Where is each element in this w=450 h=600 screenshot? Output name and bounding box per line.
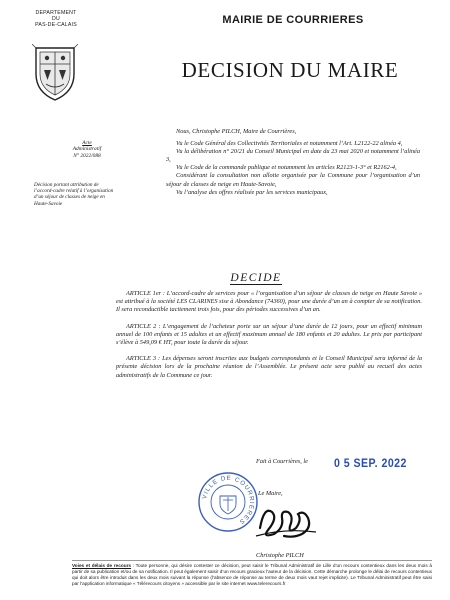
preamble-line: Considérant la consultation non allotie organisée par la Commune pour l’organisation d’un séjour de classes de neige en Haute-Savoie, [166,172,420,188]
municipal-seal-icon [196,470,260,534]
preamble [166,128,420,197]
mairie-heading: MAIRIE DE COURRIERES [222,14,364,26]
article-1: ARTICLE 1er : L’accord-cadre de services pour « l’organisation d’un séjour de classes de neige en Haute Savoie » est attribué à la société LES CLARINES sise à Abondance (74360), pour une durée d’un an à compter de sa notification. Il sera reconductible tacitement trois fois, pour des périodes successives d’un an. [116,290,422,314]
legal-notice-label: Voies et délais de recours [72,563,132,568]
legal-notice [72,563,432,587]
date-stamp: 0 5 SEP. 2022 [334,458,407,470]
signer-name: Christophe PILCH [256,552,304,559]
decision-subject: Décision portant attribution de l’accord-cadre relatif à l’organisation d’un séjour de classes de neige en Haute-Savoie [34,182,114,207]
act-reference: Acte Administratif N° 2022/088 [72,140,102,159]
articles [116,290,422,380]
handwritten-signature-icon [254,498,318,542]
article-3: ARTICLE 3 : Les dépenses seront inscrites aux budgets correspondants et le Conseil Municipal sera informé de la présente décision lors de la prochaine réunion de l’Assemblée. Le présent acte sera publié au recueil des actes administratifs de la Commune ce jour. [116,355,422,379]
decide-heading: DECIDE [230,272,282,284]
signature-place: Fait à Courrières, le [256,458,308,465]
preamble-line: Vu la délibération n° 20/21 du Conseil Municipal en date du 23 mai 2020 et notamment l’alinéa 3, [166,148,420,164]
footer-divider [72,560,432,561]
preamble-line: Vu le Code de la commande publique et notamment les articles R2123-1-3° et R2162-4, [176,164,397,172]
legal-notice-text: : Toute personne, qui désire contester ce décision, peut saisir le Tribunal Administratif de Lille d’un recours contentieux dans les deux mois à partir de sa publication et/ou de sa notification. Il peut également saisir d’un recours gracieux l’auteur de la décision. Cette démarche prolonge le délai de recours contentieux qui doit alors être introduit dans les deux mois suivant la réponse (l’absence de réponse au terme de deux mois vaut rejet implicite). Le Tribunal Administratif peut être saisi par l’application informatique « Télérecours citoyens » accessible par le site internet www.telerecours.fr [72,563,432,586]
department-name: DEPARTEMENT DU PAS-DE-CALAIS [35,10,77,28]
page-title: DECISION DU MAIRE [181,58,399,82]
svg-text:VILLE DE COURRIERES: VILLE DE COURRIERES [201,474,256,526]
coat-of-arms-icon [32,44,78,104]
signature-role: Le Maire, [258,490,283,497]
preamble-line: Vu l’analyse des offres réalisée par les services municipaux, [176,188,328,196]
preamble-line: Vu le Code Général des Collectivités Territoriales et notamment l’Art. L2122-22 alinéa 4, [176,140,403,148]
article-2: ARTICLE 2 : L’engagement de l’acheteur porte sur un séjour d’une durée de 12 jours, pour un effectif minimum annuel de 100 enfants et 15 adultes et un effectif maximum annuel de 180 enfants et 20 adultes. Le prix par participant s’élève à 549,09 € HT, pour toute la durée du séjour. [116,322,422,347]
preamble-line: Nous, Christophe PILCH, Maire de Courrières, [176,128,297,135]
